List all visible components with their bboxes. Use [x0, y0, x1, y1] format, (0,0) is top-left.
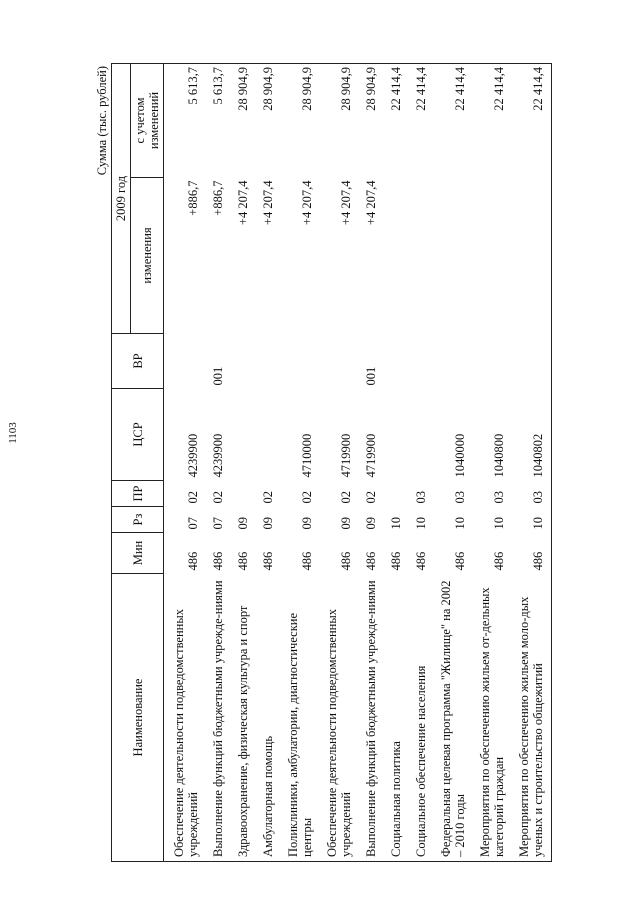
budget-table: [111, 63, 552, 862]
row-vr: [256, 334, 281, 389]
row-rz: 09: [364, 517, 378, 530]
row-rz: 09: [339, 517, 353, 530]
row-vr: [512, 334, 552, 389]
row-min: 486: [492, 551, 506, 571]
row-pr: 03: [492, 491, 506, 504]
table-header: [112, 63, 164, 861]
header-with-changes-line2: изменений: [147, 91, 161, 150]
row-name: Мероприятия по обеспечению жильем от-дельных категорий граждан: [473, 574, 512, 862]
row-min: 486: [364, 551, 378, 571]
row-total: 22 414,4: [409, 63, 434, 177]
row-min: 486: [261, 551, 275, 571]
row-pr: 02: [364, 491, 378, 504]
header-year: 2009 год: [112, 63, 131, 333]
row-pr: 03: [512, 481, 552, 507]
row-vr: [231, 334, 256, 389]
row-change: [473, 178, 512, 334]
row-vr: 001: [211, 366, 225, 386]
row-vr: 001: [364, 366, 378, 386]
row-total: 22 414,4: [473, 63, 512, 177]
row-vr: [473, 334, 512, 389]
table-row: [409, 63, 434, 861]
table-row: [206, 63, 231, 861]
row-pr: 03: [453, 491, 467, 504]
row-csr: [231, 389, 256, 481]
header-with-changes: [131, 63, 164, 177]
header-min: Мин: [112, 533, 164, 574]
row-rz: 09: [236, 517, 250, 530]
row-vr: [281, 334, 320, 389]
row-change: +4 207,4: [261, 180, 275, 226]
row-name: Поликлиники, амбулатории, диагностические центры: [281, 574, 320, 862]
row-csr: [256, 389, 281, 481]
row-change: +886,7: [211, 180, 225, 216]
row-vr: [164, 334, 207, 389]
row-min: 486: [414, 551, 428, 571]
row-total: 5 613,7: [164, 63, 207, 177]
row-min: 486: [186, 551, 200, 571]
row-total: 28 904,9: [359, 63, 384, 177]
row-csr: 4710000: [300, 433, 314, 478]
row-vr: [384, 334, 409, 389]
row-change: +4 207,4: [339, 180, 353, 226]
table-row: [231, 63, 256, 861]
row-csr: 4719900: [364, 433, 378, 478]
row-min: 486: [389, 551, 403, 571]
header-name: Наименование: [112, 574, 164, 862]
row-min: 486: [512, 533, 552, 574]
header-with-changes-line1: с учетом: [133, 97, 147, 144]
row-csr: 1040800: [492, 433, 506, 478]
row-min: 486: [339, 551, 353, 571]
row-name: Федеральная целевая программа "Жилище" на 2002 – 2010 годы: [434, 574, 473, 862]
row-name: Социальное обеспечение населения: [409, 574, 434, 862]
row-total: 5 613,7: [206, 63, 231, 177]
row-change: +886,7: [186, 180, 200, 216]
row-pr: 03: [414, 491, 428, 504]
table-row: [281, 63, 320, 861]
table-row: [434, 63, 473, 861]
row-rz: 10: [492, 517, 506, 530]
table-row: [359, 63, 384, 861]
unit-label: Сумма (тыс. рублей): [95, 66, 109, 176]
row-name: Выполнение функций бюджетными учрежде-ниями: [359, 574, 384, 862]
row-rz: 10: [414, 517, 428, 530]
row-vr: [434, 334, 473, 389]
row-name: Социальная политика: [384, 574, 409, 862]
table-row: [512, 63, 552, 861]
row-csr: 4239900: [211, 433, 225, 478]
row-change: +4 207,4: [236, 180, 250, 226]
header-vr: ВР: [112, 334, 164, 389]
row-name: Здравоохранение, физическая культура и спорт: [231, 574, 256, 862]
row-total: 28 904,9: [320, 63, 359, 177]
row-change: [409, 178, 434, 334]
row-total: 22 414,4: [512, 63, 552, 177]
row-pr: 02: [261, 491, 275, 504]
row-rz: 09: [261, 517, 275, 530]
row-pr: [384, 481, 409, 507]
row-min: 486: [453, 551, 467, 571]
row-change: [434, 178, 473, 334]
row-name: Обеспечение деятельности подведомственных учреждений: [320, 574, 359, 862]
row-name: Обеспечение деятельности подведомственных учреждений: [164, 574, 207, 862]
row-pr: [231, 481, 256, 507]
table-row: [164, 63, 207, 861]
page-number: 1103: [7, 422, 19, 444]
row-min: 486: [211, 551, 225, 571]
table-row: [473, 63, 512, 861]
row-total: 28 904,9: [256, 63, 281, 177]
row-vr: [409, 334, 434, 389]
header-changes: изменения: [131, 178, 164, 334]
header-csr: ЦСР: [112, 389, 164, 481]
row-pr: 02: [211, 491, 225, 504]
table-body: [164, 63, 552, 861]
row-pr: 02: [339, 491, 353, 504]
row-rz: 10: [512, 507, 552, 533]
row-name: Выполнение функций бюджетными учрежде-ниями: [206, 574, 231, 862]
row-change: [384, 178, 409, 334]
row-name: Амбулаторная помощь: [256, 574, 281, 862]
row-csr: 4719900: [339, 433, 353, 478]
row-name: Мероприятия по обеспечению жильем моло-дых ученых и строительство общежитий: [512, 574, 552, 862]
row-rz: 07: [186, 517, 200, 530]
row-vr: [320, 334, 359, 389]
table-row: [384, 63, 409, 861]
row-min: 486: [300, 551, 314, 571]
row-change: [512, 178, 552, 334]
row-csr: 1040802: [512, 389, 552, 481]
table-row: [320, 63, 359, 861]
rotated-table-page: [94, 64, 621, 862]
row-csr: 4239900: [186, 433, 200, 478]
table-row: [256, 63, 281, 861]
header-rz: Рз: [112, 507, 164, 533]
row-rz: 09: [300, 517, 314, 530]
row-pr: 02: [186, 491, 200, 504]
row-total: 28 904,9: [281, 63, 320, 177]
row-csr: 1040000: [453, 433, 467, 478]
row-min: 486: [236, 551, 250, 571]
row-change: +4 207,4: [364, 180, 378, 226]
row-rz: 10: [453, 517, 467, 530]
row-rz: 07: [211, 517, 225, 530]
row-total: 22 414,4: [384, 63, 409, 177]
row-csr: [384, 389, 409, 481]
row-rz: 10: [389, 517, 403, 530]
row-pr: 02: [300, 491, 314, 504]
row-total: 28 904,9: [231, 63, 256, 177]
row-csr: [409, 389, 434, 481]
header-pr: ПР: [112, 481, 164, 507]
row-change: +4 207,4: [300, 180, 314, 226]
row-total: 22 414,4: [434, 63, 473, 177]
